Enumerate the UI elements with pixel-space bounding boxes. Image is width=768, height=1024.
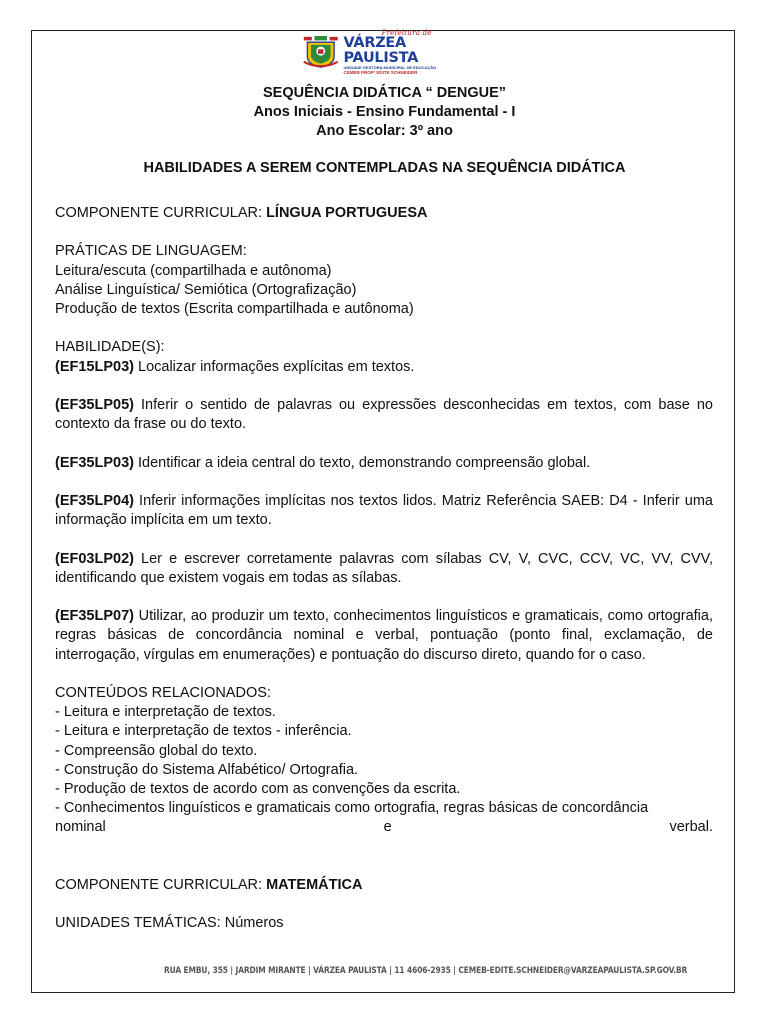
document-body: [55, 204, 713, 934]
logo-prefeitura: Prefeitura de: [381, 27, 432, 37]
coat-of-arms-icon: [302, 33, 339, 71]
document-title-block: [56, 84, 713, 141]
skill-item: (EF35LP04) Inferir informações implícitas nos textos lidos. Matriz Referência SAEB: D4 - Inferir uma informação implícita em um texto.: [55, 492, 713, 529]
component-matematica: COMPONENTE CURRICULAR: MATEMÁTICA: [55, 876, 363, 893]
logo-city-name: VÁRZEA PAULISTA: [343, 35, 418, 66]
content-item: - Conhecimentos linguísticos e gramaticais como ortografia, regras básicas de concordância: [55, 800, 649, 817]
content-item: - Construção do Sistema Alfabético/ Ortografia.: [55, 761, 359, 778]
document-subtitle: Anos Iniciais - Ensino Fundamental - I: [253, 104, 516, 120]
content-item: - Leitura e interpretação de textos - inferência.: [55, 723, 352, 740]
skill-item: (EF15LP03) Localizar informações explícitas em textos.: [55, 358, 415, 375]
municipality-logo: [302, 27, 470, 75]
contents-heading: CONTEÚDOS RELACIONADOS:: [55, 684, 271, 701]
skills-heading: HABILIDADES A SEREM CONTEMPLADAS NA SEQUÊNCIA DIDÁTICA: [143, 160, 626, 176]
content-item: - Produção de textos de acordo com as convenções da escrita.: [55, 780, 461, 797]
practice-item: Leitura/escuta (compartilhada e autônoma): [55, 262, 332, 279]
practice-item: Produção de textos (Escrita compartilhada e autônoma): [55, 301, 414, 317]
practice-item: Análise Linguística/ Semiótica (Ortografização): [55, 281, 357, 298]
content-item-continuation: nominal e verbal.: [55, 819, 713, 836]
practices-heading: PRÁTICAS DE LINGUAGEM:: [55, 243, 247, 260]
skill-item: (EF03LP02) Ler e escrever corretamente palavras com sílabas CV, V, CVC, CCV, VC, VV, CVV, identificando que existem vogais em todas as sílabas.: [55, 550, 713, 586]
skill-item: (EF35LP07) Utilizar, ao produzir um texto, conhecimentos linguísticos e gramaticais, como ortografia, regras básicas de concordância nominal e verbal, pontuação (ponto final, exclamação, de interrogação, vírgulas em enumerações) e pontuação do discurso direto, quando for o caso.: [55, 608, 713, 663]
skill-item: (EF35LP05) Inferir o sentido de palavras ou expressões desconhecidas em textos, com base no contexto da frase ou do texto.: [55, 396, 713, 433]
content-item: - Leitura e interpretação de textos.: [55, 704, 276, 721]
content-item: - Compreensão global do texto.: [55, 742, 258, 759]
footer-address: RUA EMBU, 355 | JARDIM MIRANTE | VÁRZEA PAULISTA | 11 4606-2935 | CEMEB-EDITE.SCHNEIDER@VARZEAPAULISTA.SP.GOV.BR: [164, 966, 688, 976]
logo-school: CEMEB PROFª EDITE SCHNEIDER: [343, 70, 418, 75]
component-portugues: COMPONENTE CURRICULAR: LÍNGUA PORTUGUESA: [55, 205, 428, 221]
school-year: Ano Escolar: 3º ano: [316, 123, 453, 139]
logo-sub: UNIDADE GESTORA MUNICIPAL DE EDUCAÇÃO: [343, 65, 437, 70]
skills-heading-portugues: HABILIDADE(S):: [55, 339, 165, 356]
skill-item: (EF35LP03) Identificar a ideia central do texto, demonstrando compreensão global.: [55, 454, 591, 471]
document-title: SEQUÊNCIA DIDÁTICA “ DENGUE”: [262, 85, 507, 101]
thematic-units: UNIDADES TEMÁTICAS: Números: [55, 915, 284, 932]
